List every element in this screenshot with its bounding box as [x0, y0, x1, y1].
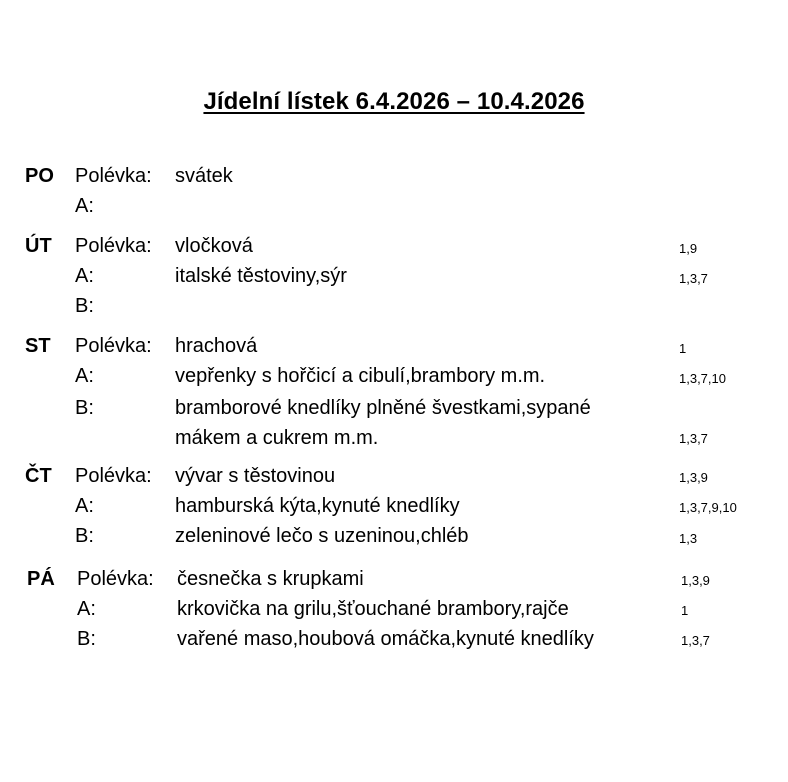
option-a-st: vepřenky s hořčicí a cibulí,brambory m.m.: [175, 365, 546, 387]
allergens-b-pa: 1,3,7: [681, 633, 710, 648]
option-a-ct: hamburská kýta,kynuté knedlíky: [175, 495, 460, 517]
option-b-label-st: B:: [75, 397, 94, 419]
option-b-label-ut: B:: [75, 295, 94, 317]
option-a-label-st: A:: [75, 365, 94, 387]
soup-label-ut: Polévka:: [75, 235, 152, 257]
option-b-pa: vařené maso,houbová omáčka,kynuté knedlíky: [177, 628, 594, 650]
soup-ct: vývar s těstovinou: [175, 465, 336, 487]
allergens-a-pa: 1: [681, 603, 689, 618]
soup-po: svátek: [175, 165, 233, 187]
soup-st: hrachová: [175, 335, 258, 357]
day-ct: ČT: [25, 465, 52, 487]
soup-ut: vločková: [175, 235, 253, 257]
option-b-st-line2: mákem a cukrem m.m.: [175, 427, 379, 449]
soup-label-pa: Polévka:: [77, 568, 154, 590]
allergens-soup-st: 1: [679, 341, 687, 356]
option-a-label-ct: A:: [75, 495, 94, 517]
option-b-ct: zeleninové lečo s uzeninou,chléb: [175, 525, 469, 547]
option-a-pa: krkovička na grilu,šťouchané brambory,rajče: [177, 598, 569, 620]
allergens-a-st: 1,3,7,10: [679, 371, 726, 386]
allergens-a-ct: 1,3,7,9,10: [679, 500, 737, 515]
soup-label-st: Polévka:: [75, 335, 152, 357]
allergens-a-ut: 1,3,7: [679, 271, 708, 286]
day-st: ST: [25, 335, 51, 357]
day-ut: ÚT: [25, 235, 52, 257]
allergens-soup-ct: 1,3,9: [679, 470, 708, 485]
soup-pa: česnečka s krupkami: [177, 568, 364, 590]
menu-title: Jídelní lístek 6.4.2026 – 10.4.2026: [203, 88, 585, 115]
day-pa: PÁ: [27, 568, 55, 590]
option-a-ut: italské těstoviny,sýr: [175, 265, 347, 287]
allergens-soup-ut: 1,9: [679, 241, 698, 256]
option-a-label-pa: A:: [77, 598, 96, 620]
option-b-label-pa: B:: [77, 628, 96, 650]
option-a-label-po: A:: [75, 195, 94, 217]
soup-label-ct: Polévka:: [75, 465, 152, 487]
allergens-b-st: 1,3,7: [679, 431, 708, 446]
allergens-b-ct: 1,3: [679, 531, 698, 546]
allergens-soup-pa: 1,3,9: [681, 573, 710, 588]
option-b-st: bramborové knedlíky plněné švestkami,sypané: [175, 397, 591, 419]
soup-label-po: Polévka:: [75, 165, 152, 187]
option-a-label-ut: A:: [75, 265, 94, 287]
option-b-label-ct: B:: [75, 525, 94, 547]
day-po: PO: [25, 165, 54, 187]
